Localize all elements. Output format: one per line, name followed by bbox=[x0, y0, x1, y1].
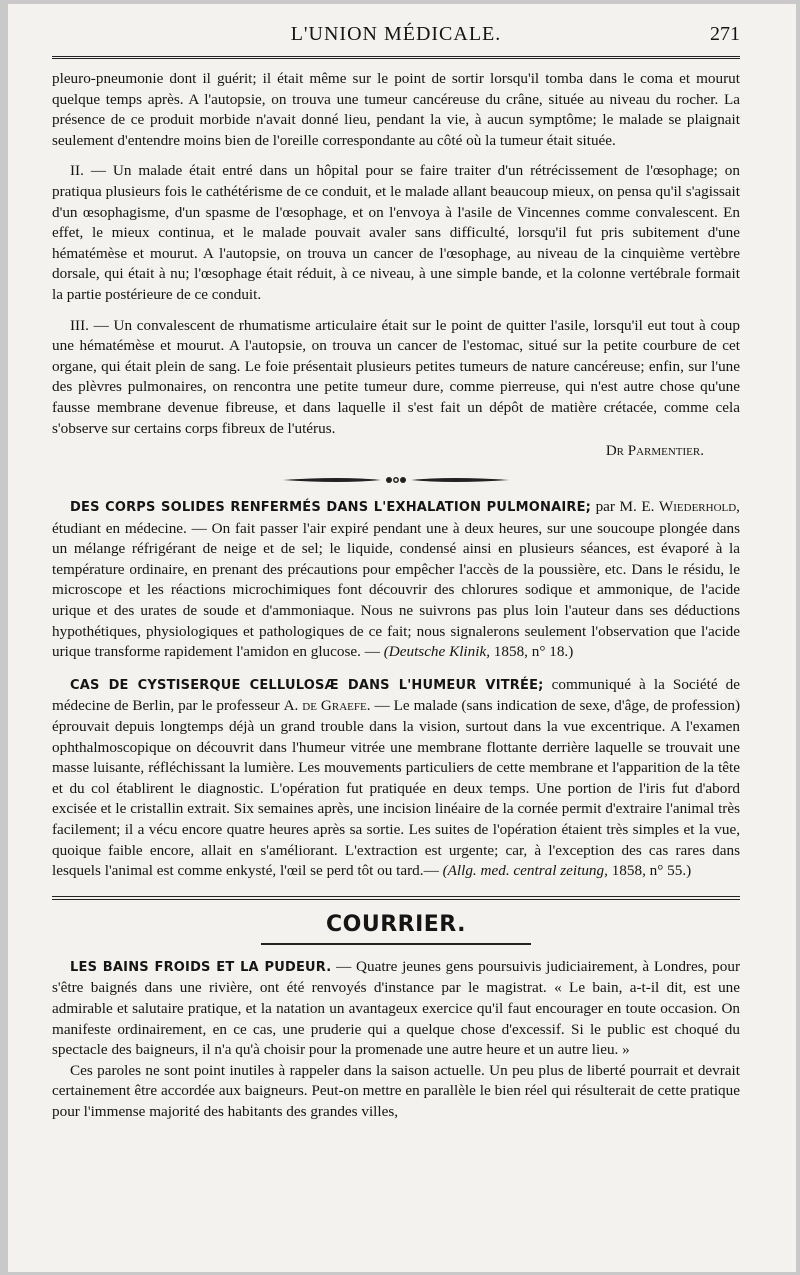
header-rule bbox=[52, 56, 740, 59]
section-divider-ornament bbox=[52, 473, 740, 489]
article-author-prefix: communiqué à la Société de médecine de Berlin, par le professeur bbox=[52, 675, 740, 715]
section-title: COURRIER. bbox=[325, 911, 466, 937]
section-rule-bottom bbox=[261, 943, 531, 945]
article-heading: LES BAINS FROIDS ET LA PUDEUR. bbox=[70, 959, 332, 975]
article-author: Wiederhold, bbox=[658, 498, 740, 516]
section-rule-top bbox=[52, 896, 740, 900]
article-bains-froids-continued: Ces paroles ne sont point inutiles à rappeler dans la saison actuelle. Un peu plus de liberté pourrait et devrait certainement être accordée aux baigneurs. Peut-on mettre en parallèle le bien réel qui résulterait de cette pratique pour l'immense majorité des habitants des grandes villes, bbox=[52, 1061, 740, 1120]
article-author: A. de Graefe. bbox=[283, 697, 371, 715]
article-bains-froids bbox=[52, 957, 740, 1061]
article-source-tail: 1858, n° 55.) bbox=[607, 862, 692, 880]
article-corps-solides bbox=[52, 497, 740, 663]
running-head bbox=[52, 4, 740, 54]
article-source: (Deutsche Klinik, bbox=[383, 643, 490, 661]
author-signature: Dr Parmentier. bbox=[605, 443, 704, 460]
article-body: étudiant en médecine. — On fait passer l'air expiré pendant une à deux heures, sur une soucoupe plongée dans un mélange réfrigérant de neige et de sel; le liquide, condensé ainsi en plusieurs séances, est évaporé à la température ordinaire, en prenant des précautions pour empêcher l'accès de la poussière, etc. Dans le résidu, le microscope et les réactions microchimiques font découvrir des chlorures sodique et ammonique, de l'acide urique et des urates de soude et d'ammoniaque. Nous ne suivrons pas plus loin l'auteur dans ses déductions hypothétiques, physiologiques et pathologiques de ce fait; nous signalerons seulement l'observation que l'acide urique transforme rapidement l'amidon en glucose. — bbox=[52, 519, 740, 661]
page-number: 271 bbox=[710, 23, 740, 45]
journal-title: L'UNION MÉDICALE. bbox=[290, 23, 502, 45]
article-heading: CAS DE CYSTISERQUE CELLULOSÆ DANS L'HUMEUR VITRÉE; bbox=[70, 677, 544, 693]
paragraph-case-2: II. — Un malade était entré dans un hôpital pour se faire traiter d'un rétrécissement de l'œsophage; on pratiqua plusieurs fois le cathétérisme de ce conduit, et le malade allant beaucoup mieux, on pensa qu'il s'agissait d'un œsophagisme, d'un spasme de l'œsophage, et on l'envoya à l'asile de Vincennes comme convalescent. En effet, le mieux continua, et le malade pouvait avaler sans difficulté, lorsqu'il fut pris subitement d'une hématémèse et mourut. A l'autopsie, on trouva un cancer de l'œsophage, au niveau de la cinquième vertèbre dorsale, qui était à nu; l'œsophage était réduit, à ce niveau, à une simple bande, et la colonne vertébrale formait la partie postérieure de ce conduit. bbox=[52, 162, 740, 303]
journal-page bbox=[8, 4, 796, 1272]
article-body: — Quatre jeunes gens poursuivis judiciairement, à Londres, pour s'être baignés dans une rivière, ont été renvoyés d'instance par le magistrat. « Le bain, a-t-il dit, est une admirable et salutaire pratique, et la natation un avantageux exercice qu'il faut encourager en toute occasion. On manifeste ordinairement, en ce cas, une pruderie qui a quelque chose d'excessif. Si le public est choqué du spectacle des baigneurs, il n'a qu'à choisir pour la promenade une autre heure et un autre lieu. » bbox=[52, 957, 741, 1059]
article-heading: DES CORPS SOLIDES RENFERMÉS DANS L'EXHALATION PULMONAIRE; bbox=[70, 500, 592, 516]
paragraph-case-3: III. — Un convalescent de rhumatisme articulaire était sur le point de quitter l'asile, lorsqu'il eut tout à coup une hématémèse et mourut. A l'autopsie, on trouva un cancer de l'estomac, situé sur la petite courbure de cet organe, qui était plein de sang. Le foie présentait plusieurs petites tumeurs de nature cancéreuse; enfin, sur l'une des plèvres pulmonaires, on rencontra une petite tumeur dure, comme pierreuse, qui n'est autre chose qu'une fausse membrane devenue fibreuse, et dans laquelle il s'est fait un dépôt de matière crétacée, comme cela s'observe sur certains corps fibreux de l'utérus. bbox=[52, 316, 740, 437]
paragraph-continuation: pleuro-pneumonie dont il guérit; il était même sur le point de sortir lorsqu'il tomba dans le coma et mourut quelque temps après. A l'autopsie, on trouva une tumeur cancéreuse du crâne, située au niveau du rocher. La présence de ce produit morbide n'avait donné lieu, pendant la vie, à aucun symptôme; le malade se plaignait seulement d'entendre moins bien de l'oreille correspondante au côté où la tumeur était située. bbox=[52, 70, 740, 149]
page-content bbox=[52, 4, 740, 1123]
article-body: — Le malade (sans indication de sexe, d'âge, de profession) éprouvait depuis longtemps déjà un grand trouble dans la vision, surtout dans la vue excentrique. A l'examen ophthalmoscopique on découvrit dans l'humeur vitrée une membrane flottante derrière laquelle se trouvait une masse luisante, réfléchissant la lumière. Les mouvements particuliers de cette membrane et l'apparition de la tête et du col établirent le diagnostic. L'opération fut pratiquée en deux temps. Une portion de l'iris fut d'abord excisée et le cristallin extrait. Six semaines après, une incision linéaire de la cornée permit d'extraire l'animal très facilement; il a vécu encore quatre heures après sa sortie. Les suites de l'opération étaient très simples et la vue, quoique faible encore, allait en s'améliorant. L'extraction est urgente; car, à l'exception des cas rares dans lesquels l'animal est comme enkysté, l'œil se perd tôt ou tard.— bbox=[52, 697, 741, 880]
article-author-prefix: par M. E. bbox=[591, 498, 659, 516]
article-cystiserque bbox=[52, 675, 740, 882]
article-source: (Allg. med. central zeitung, bbox=[442, 862, 608, 880]
article-source-tail: 1858, n° 18.) bbox=[490, 643, 574, 661]
